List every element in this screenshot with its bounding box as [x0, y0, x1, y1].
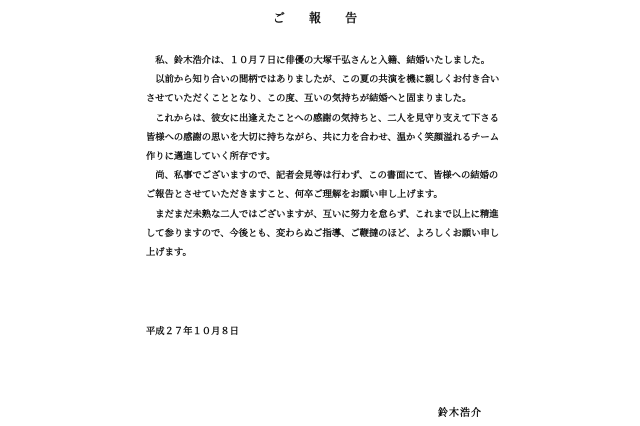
- document-date: 平成２７年１０月８日: [146, 326, 239, 337]
- paragraph-2: 以前から知り合いの間柄ではありましたが、この夏の共演を機に親しくお付き合いさせていただくこととなり、この度、互いの気持ちが結婚へと固まりました。: [146, 74, 500, 105]
- document-body: [146, 51, 506, 262]
- paragraph-3: これからは、彼女に出逢えたことへの感謝の気持ちと、二人を見守り支えて下さる皆様への感謝の思いを大切に持ちながら、共に力を合わせ、温かく笑顔溢れるチーム作りに邁進していく所存です。: [146, 112, 500, 163]
- paragraph-5: まだまだ未熟な二人ではございますが、互いに努力を怠らず、これまで以上に精進して参りますので、今後とも、変わらぬご指導、ご鞭撻のほど、よろしくお願い申し上げます。: [146, 208, 500, 259]
- signature: 鈴木浩介: [438, 408, 482, 419]
- paragraph-1: 私、鈴木浩介は、１０月７日に俳優の大塚千弘さんと入籍、結婚いたしました。: [155, 55, 490, 66]
- paragraph-4: 尚、私事でございますので、記者会見等は行わず、この書面にて、皆様への結婚のご報告とさせていただきますこと、何卒ご理解をお願い申し上げます。: [146, 170, 499, 201]
- document-title: ご 報 告: [272, 11, 368, 25]
